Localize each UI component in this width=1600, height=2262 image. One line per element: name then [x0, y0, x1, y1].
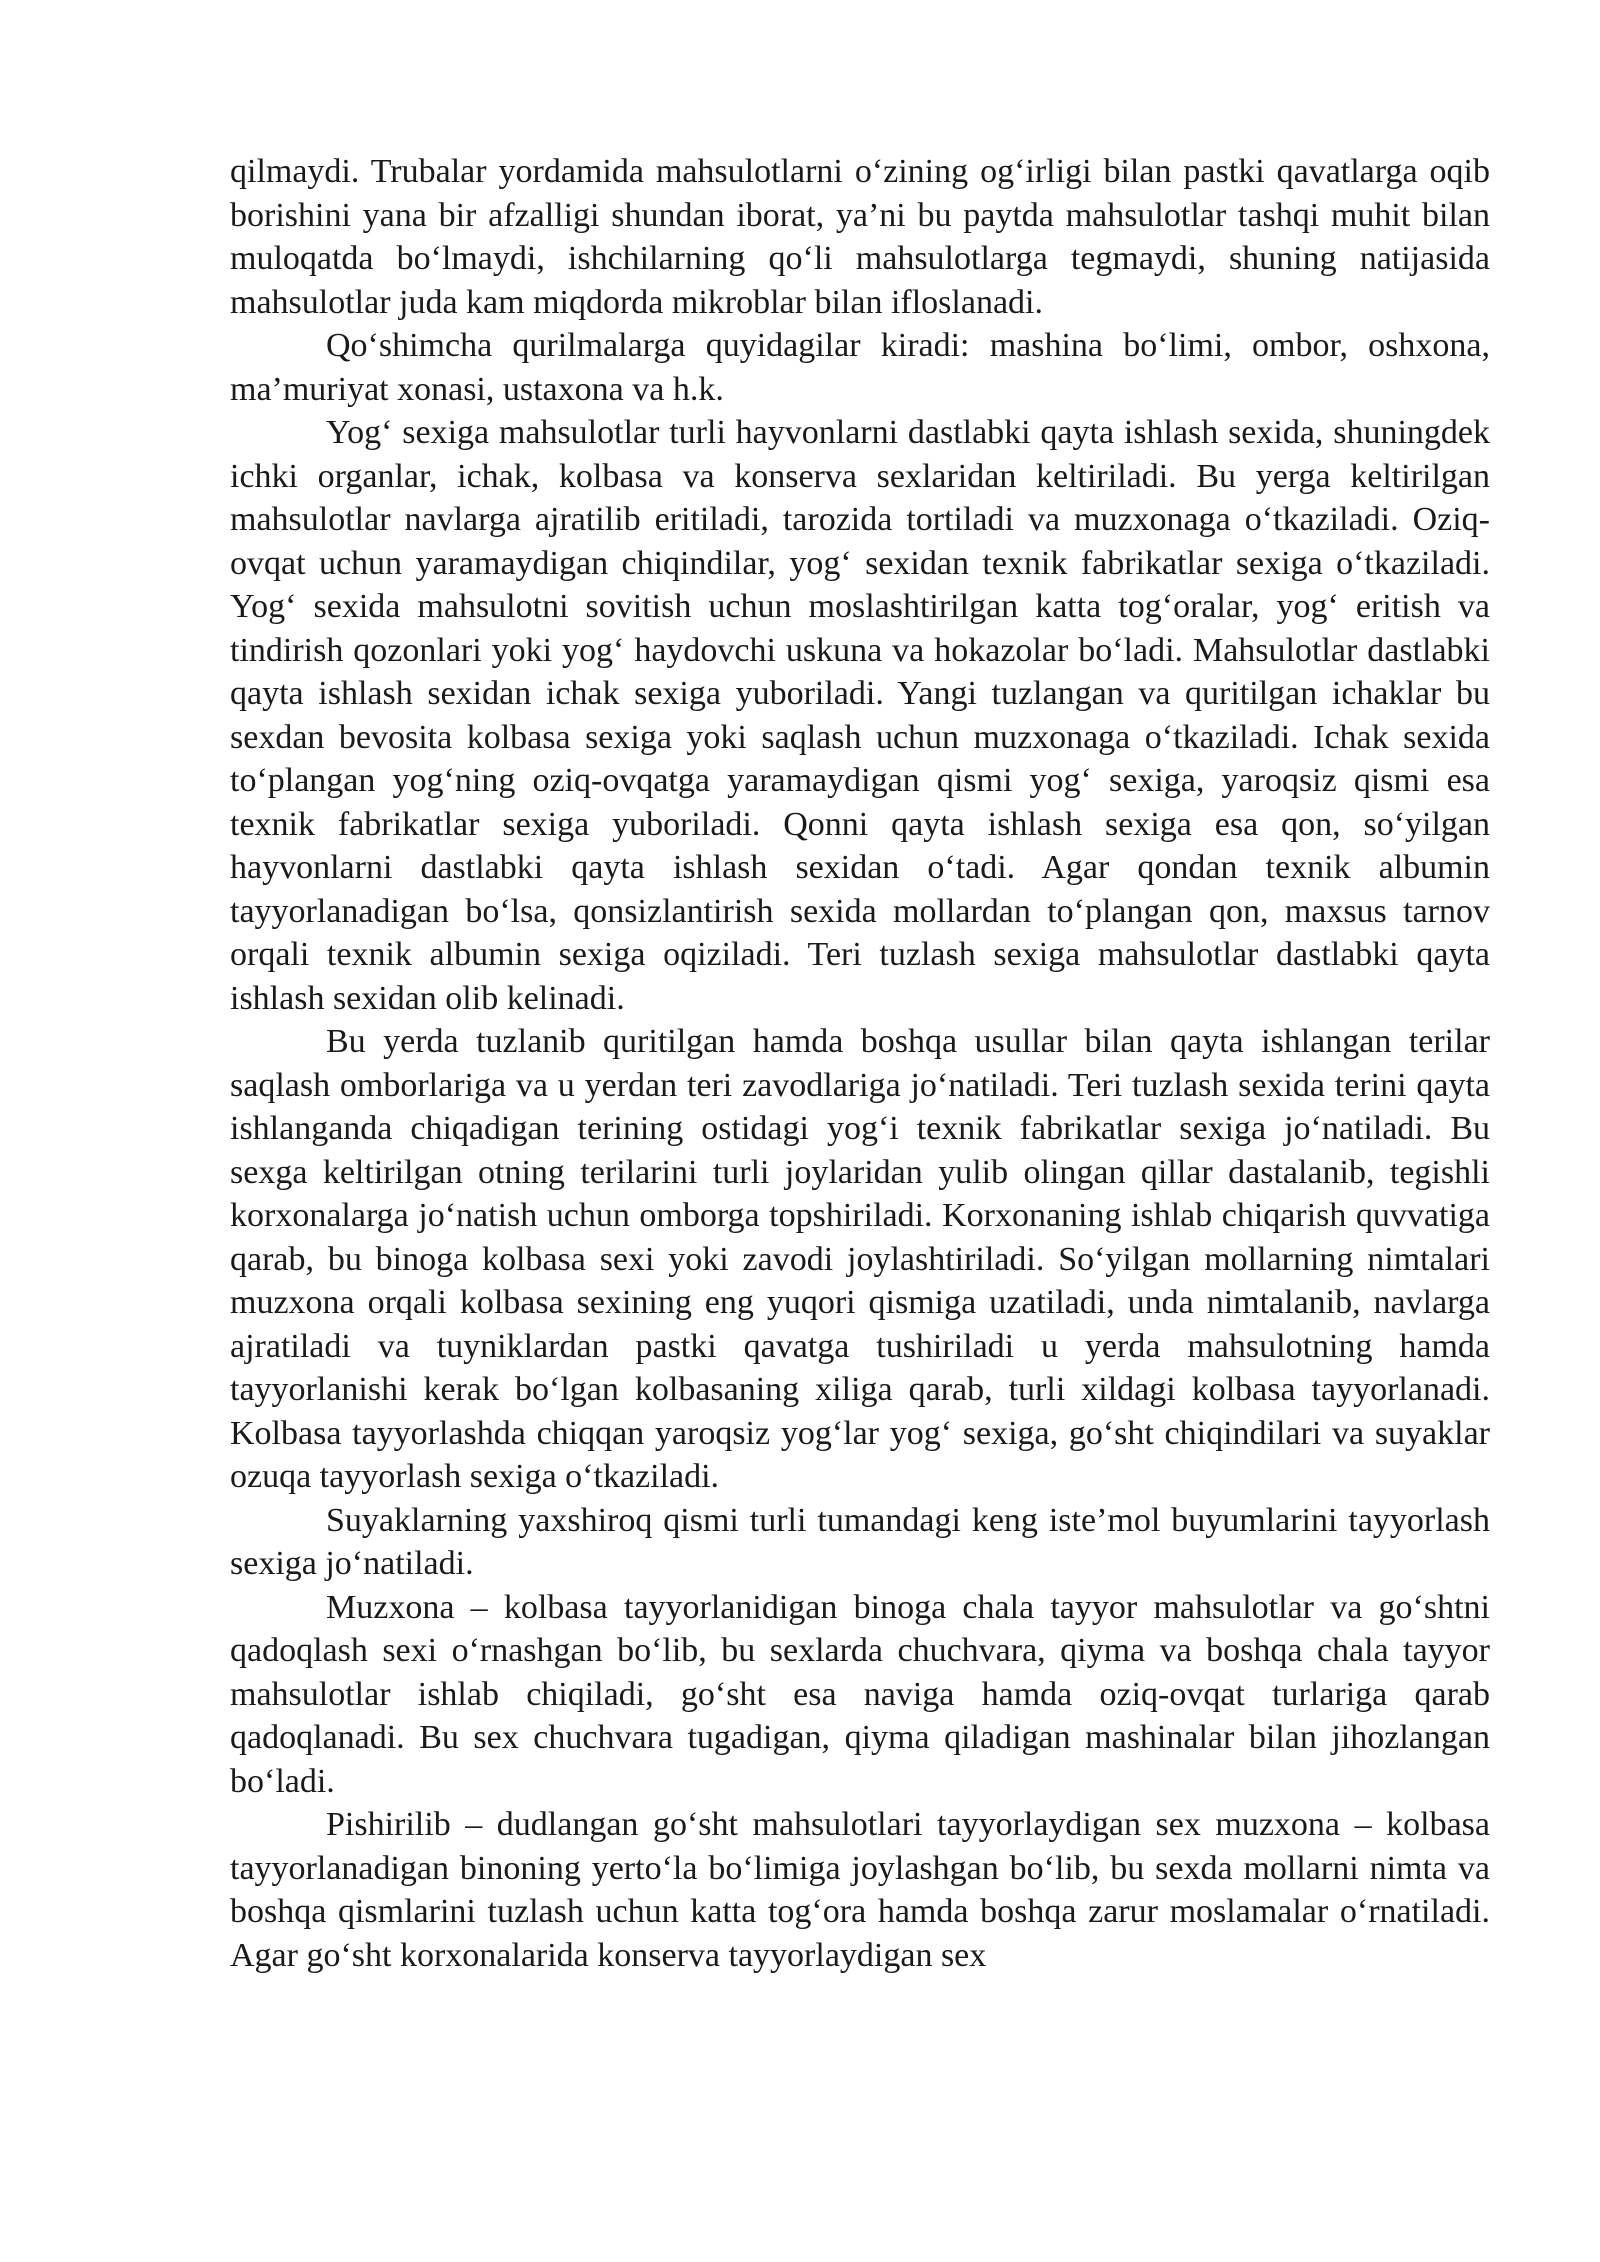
paragraph-1: qilmaydi. Trubalar yordamida mahsulotlarni o‘zining og‘irligi bilan pastki qavatlarga oqib borishini yana bir afzalligi shundan iborat, ya’ni bu paytda mahsulotlar tashqi muhit bilan muloqatda bo‘lmaydi, ishchilarning qo‘li mahsulotlarga tegmaydi, shuning natijasida mahsulotlar juda kam miqdorda mikroblar bilan ifloslanadi.: [230, 153, 1490, 321]
paragraph-5: Suyaklarning yaxshiroq qismi turli tumandagi keng iste’mol buyumlarini tayyorlash sexiga jo‘natiladi.: [230, 1501, 1490, 1582]
document-page: [230, 150, 1490, 1977]
paragraph-6: Muzxona – kolbasa tayyorlanidigan binoga chala tayyor mahsulotlar va go‘shtni qadoqlash sexi o‘rnashgan bo‘lib, bu sexlarda chuchvara, qiyma va boshqa chala tayyor mahsulotlar ishlab chiqiladi, go‘sht esa naviga hamda oziq-ovqat turlariga qarab qadoqlanadi. Bu sex chuchvara tugadigan, qiyma qiladigan mashinalar bilan jihozlangan bo‘ladi.: [230, 1588, 1490, 1800]
paragraph-2: Qo‘shimcha qurilmalarga quyidagilar kiradi: mashina bo‘limi, ombor, oshxona, ma’muriyat xonasi, ustaxona va h.k.: [230, 327, 1490, 408]
paragraph-4: Bu yerda tuzlanib quritilgan hamda boshqa usullar bilan qayta ishlangan terilar saqlash omborlariga va u yerdan teri zavodlariga jo‘natiladi. Teri tuzlash sexida terini qayta ishlanganda chiqadigan terining ostidagi yog‘i texnik fabrikatlar sexiga jo‘natiladi. Bu sexga keltirilgan otning terilarini turli joylaridan yulib olingan qillar dastalanib, tegishli korxonalarga jo‘natish uchun omborga topshiriladi. Korxonaning ishlab chiqarish quvvatiga qarab, bu binoga kolbasa sexi yoki zavodi joylashtiriladi. So‘yilgan mollarning nimtalari muzxona orqali kolbasa sexining eng yuqori qismiga uzatiladi, unda nimtalanib, navlarga ajratiladi va tuyniklardan pastki qavatga tushiriladi u yerda mahsulotning hamda tayyorlanishi kerak bo‘lgan kolbasaning xiliga qarab, turli xildagi kolbasa tayyorlanadi. Kolbasa tayyorlashda chiqqan yaroqsiz yog‘lar yog‘ sexiga, go‘sht chiqindilari va suyaklar ozuqa tayyorlash sexiga o‘tkaziladi.: [230, 1023, 1490, 1495]
paragraph-7: Pishirilib – dudlangan go‘sht mahsulotlari tayyorlaydigan sex muzxona – kolbasa tayyorlanadigan binoning yerto‘la bo‘limiga joylashgan bo‘lib, bu sexda mollarni nimta va boshqa qismlarini tuzlash uchun katta tog‘ora hamda boshqa zarur moslamalar o‘rnatiladi. Agar go‘sht korxonalarida konserva tayyorlaydigan sex: [230, 1806, 1490, 1974]
paragraph-3: Yog‘ sexiga mahsulotlar turli hayvonlarni dastlabki qayta ishlash sexida, shuningdek ichki organlar, ichak, kolbasa va konserva sexlaridan keltiriladi. Bu yerga keltirilgan mahsulotlar navlarga ajratilib eritiladi, tarozida tortiladi va muzxonaga o‘tkaziladi. Oziq-ovqat uchun yaramaydigan chiqindilar, yog‘ sexidan texnik fabrikatlar sexiga o‘tkaziladi. Yog‘ sexida mahsulotni sovitish uchun moslashtirilgan katta tog‘oralar, yog‘ eritish va tindirish qozonlari yoki yog‘ haydovchi uskuna va hokazolar bo‘ladi. Mahsulotlar dastlabki qayta ishlash sexidan ichak sexiga yuboriladi. Yangi tuzlangan va quritilgan ichaklar bu sexdan bevosita kolbasa sexiga yoki saqlash uchun muzxonaga o‘tkaziladi. Ichak sexida to‘plangan yog‘ning oziq-ovqatga yaramaydigan qismi yog‘ sexiga, yaroqsiz qismi esa texnik fabrikatlar sexiga yuboriladi. Qonni qayta ishlash sexiga esa qon, so‘yilgan hayvonlarni dastlabki qayta ishlash sexidan o‘tadi. Agar qondan texnik albumin tayyorlanadigan bo‘lsa, qonsizlantirish sexida mollardan to‘plangan qon, maxsus tarnov orqali texnik albumin sexiga oqiziladi. Teri tuzlash sexiga mahsulotlar dastlabki qayta ishlash sexidan olib kelinadi.: [230, 414, 1490, 1017]
